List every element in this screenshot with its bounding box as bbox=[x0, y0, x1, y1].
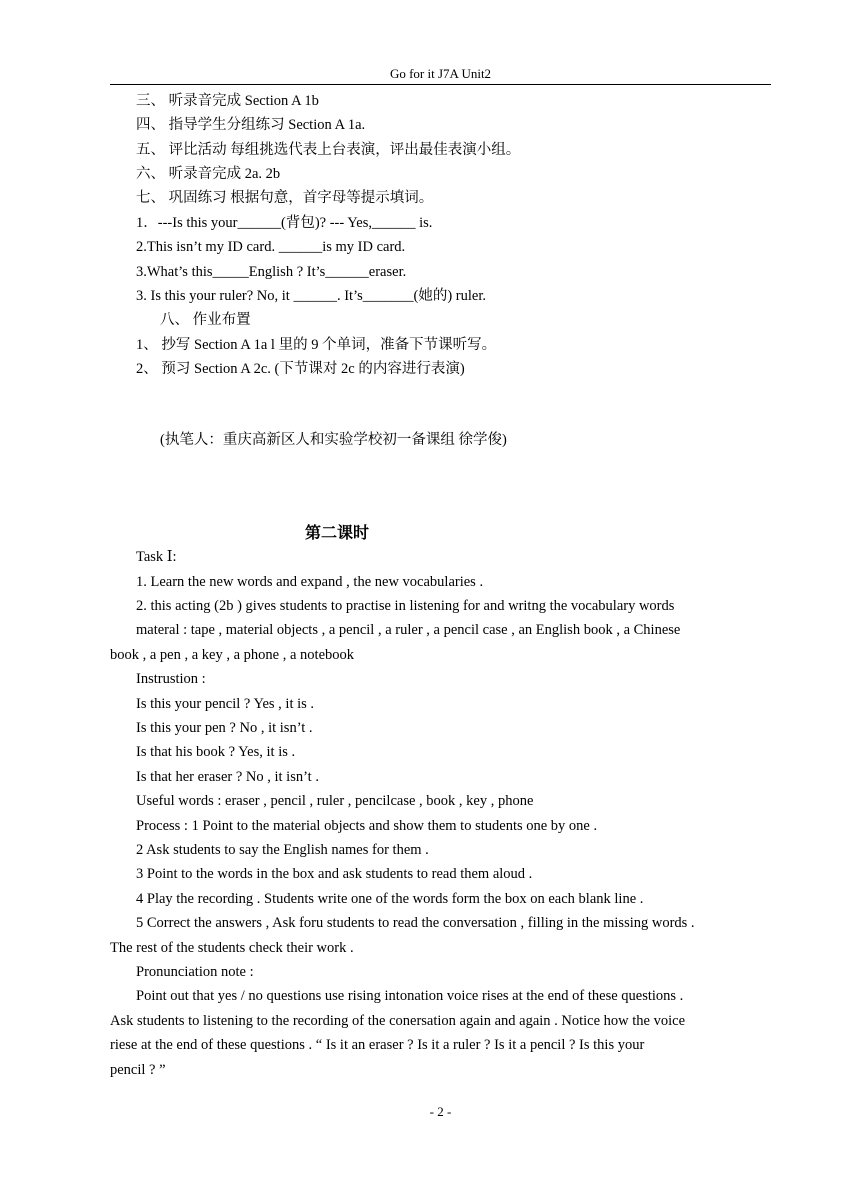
process-step-3: 3 Point to the words in the box and ask students to read them aloud . bbox=[136, 866, 533, 882]
step-eight: 八、 作业布置 bbox=[160, 312, 251, 328]
exercise-1: 1．---Is this your______(背包)? --- Yes,______ is. bbox=[136, 215, 433, 231]
process-step-5: 5 Correct the answers , Ask foru students to read the conversation , filling in the missing words . bbox=[136, 915, 695, 931]
lesson-title: 第二课时 bbox=[305, 523, 370, 542]
material-line-cont: book , a pen , a key , a phone , a notebook bbox=[110, 647, 355, 663]
task-item-1: 1. Learn the new words and expand , the new vocabularies . bbox=[136, 574, 484, 590]
task-heading: Task Ⅰ: bbox=[136, 549, 177, 565]
pronunciation-line-3: riese at the end of these questions . “ Is it an eraser ? Is it a ruler ? Is it a pencil ? Is this your bbox=[110, 1037, 645, 1053]
header-rule bbox=[110, 84, 771, 85]
step-seven: 七、 巩固练习 根据句意，首字母等提示填词。 bbox=[136, 190, 434, 206]
exercise-4: 3. Is this your ruler? No, it ______. It’s_______(她的) ruler. bbox=[136, 288, 486, 304]
instruction-line-2: Is this your pen ? No , it isn’t . bbox=[136, 720, 313, 736]
process-step-2: 2 Ask students to say the English names for them . bbox=[136, 842, 429, 858]
page-number: - 2 - bbox=[429, 1104, 452, 1119]
step-four: 四、 指导学生分组练习 Section A 1a. bbox=[136, 117, 366, 133]
pronunciation-line-4: pencil ? ” bbox=[110, 1062, 166, 1078]
process-step-1: Process : 1 Point to the material objects and show them to students one by one . bbox=[136, 818, 598, 834]
process-step-4: 4 Play the recording . Students write one of the words form the box on each blank line . bbox=[136, 891, 644, 907]
pronunciation-heading: Pronunciation note : bbox=[136, 964, 254, 980]
instruction-heading: Instrustion : bbox=[136, 671, 206, 687]
instruction-line-4: Is that her eraser ? No , it isn’t . bbox=[136, 769, 319, 785]
homework-1: 1、 抄写 Section A 1a l 里的 9 个单词，准备下节课听写。 bbox=[136, 337, 497, 353]
useful-words: Useful words : eraser , pencil , ruler , pencilcase , book , key , phone bbox=[136, 793, 534, 809]
homework-2: 2、 预习 Section A 2c. (下节课对 2c 的内容进行表演) bbox=[136, 361, 465, 377]
material-line: materal : tape , material objects , a pencil , a ruler , a pencil case , an English book , a Chinese bbox=[136, 622, 681, 638]
step-five: 五、 评比活动 每组挑选代表上台表演，评出最佳表演小组。 bbox=[136, 142, 521, 158]
author-note: (执笔人：重庆高新区人和实验学校初一备课组 徐学俊) bbox=[160, 432, 507, 448]
task-item-2: 2. this acting (2b ) gives students to practise in listening for and writng the vocabulary words bbox=[136, 598, 675, 614]
step-three: 三、 听录音完成 Section A 1b bbox=[136, 93, 319, 109]
pronunciation-line-1: Point out that yes / no questions use rising intonation voice rises at the end of these questions . bbox=[136, 988, 684, 1004]
pronunciation-line-2: Ask students to listening to the recording of the conersation again and again . Notice how the voice bbox=[110, 1013, 686, 1029]
step-six: 六、 听录音完成 2a. 2b bbox=[136, 166, 281, 182]
instruction-line-1: Is this your pencil ? Yes , it is . bbox=[136, 696, 315, 712]
exercise-3: 3.What’s this_____English ? It’s______eraser. bbox=[136, 264, 407, 280]
exercise-2: 2.This isn’t my ID card. ______is my ID card. bbox=[136, 239, 406, 255]
process-step-5-cont: The rest of the students check their work . bbox=[110, 940, 354, 956]
page-header: Go for it J7A Unit2 bbox=[389, 66, 492, 81]
instruction-line-3: Is that his book ? Yes, it is . bbox=[136, 744, 296, 760]
